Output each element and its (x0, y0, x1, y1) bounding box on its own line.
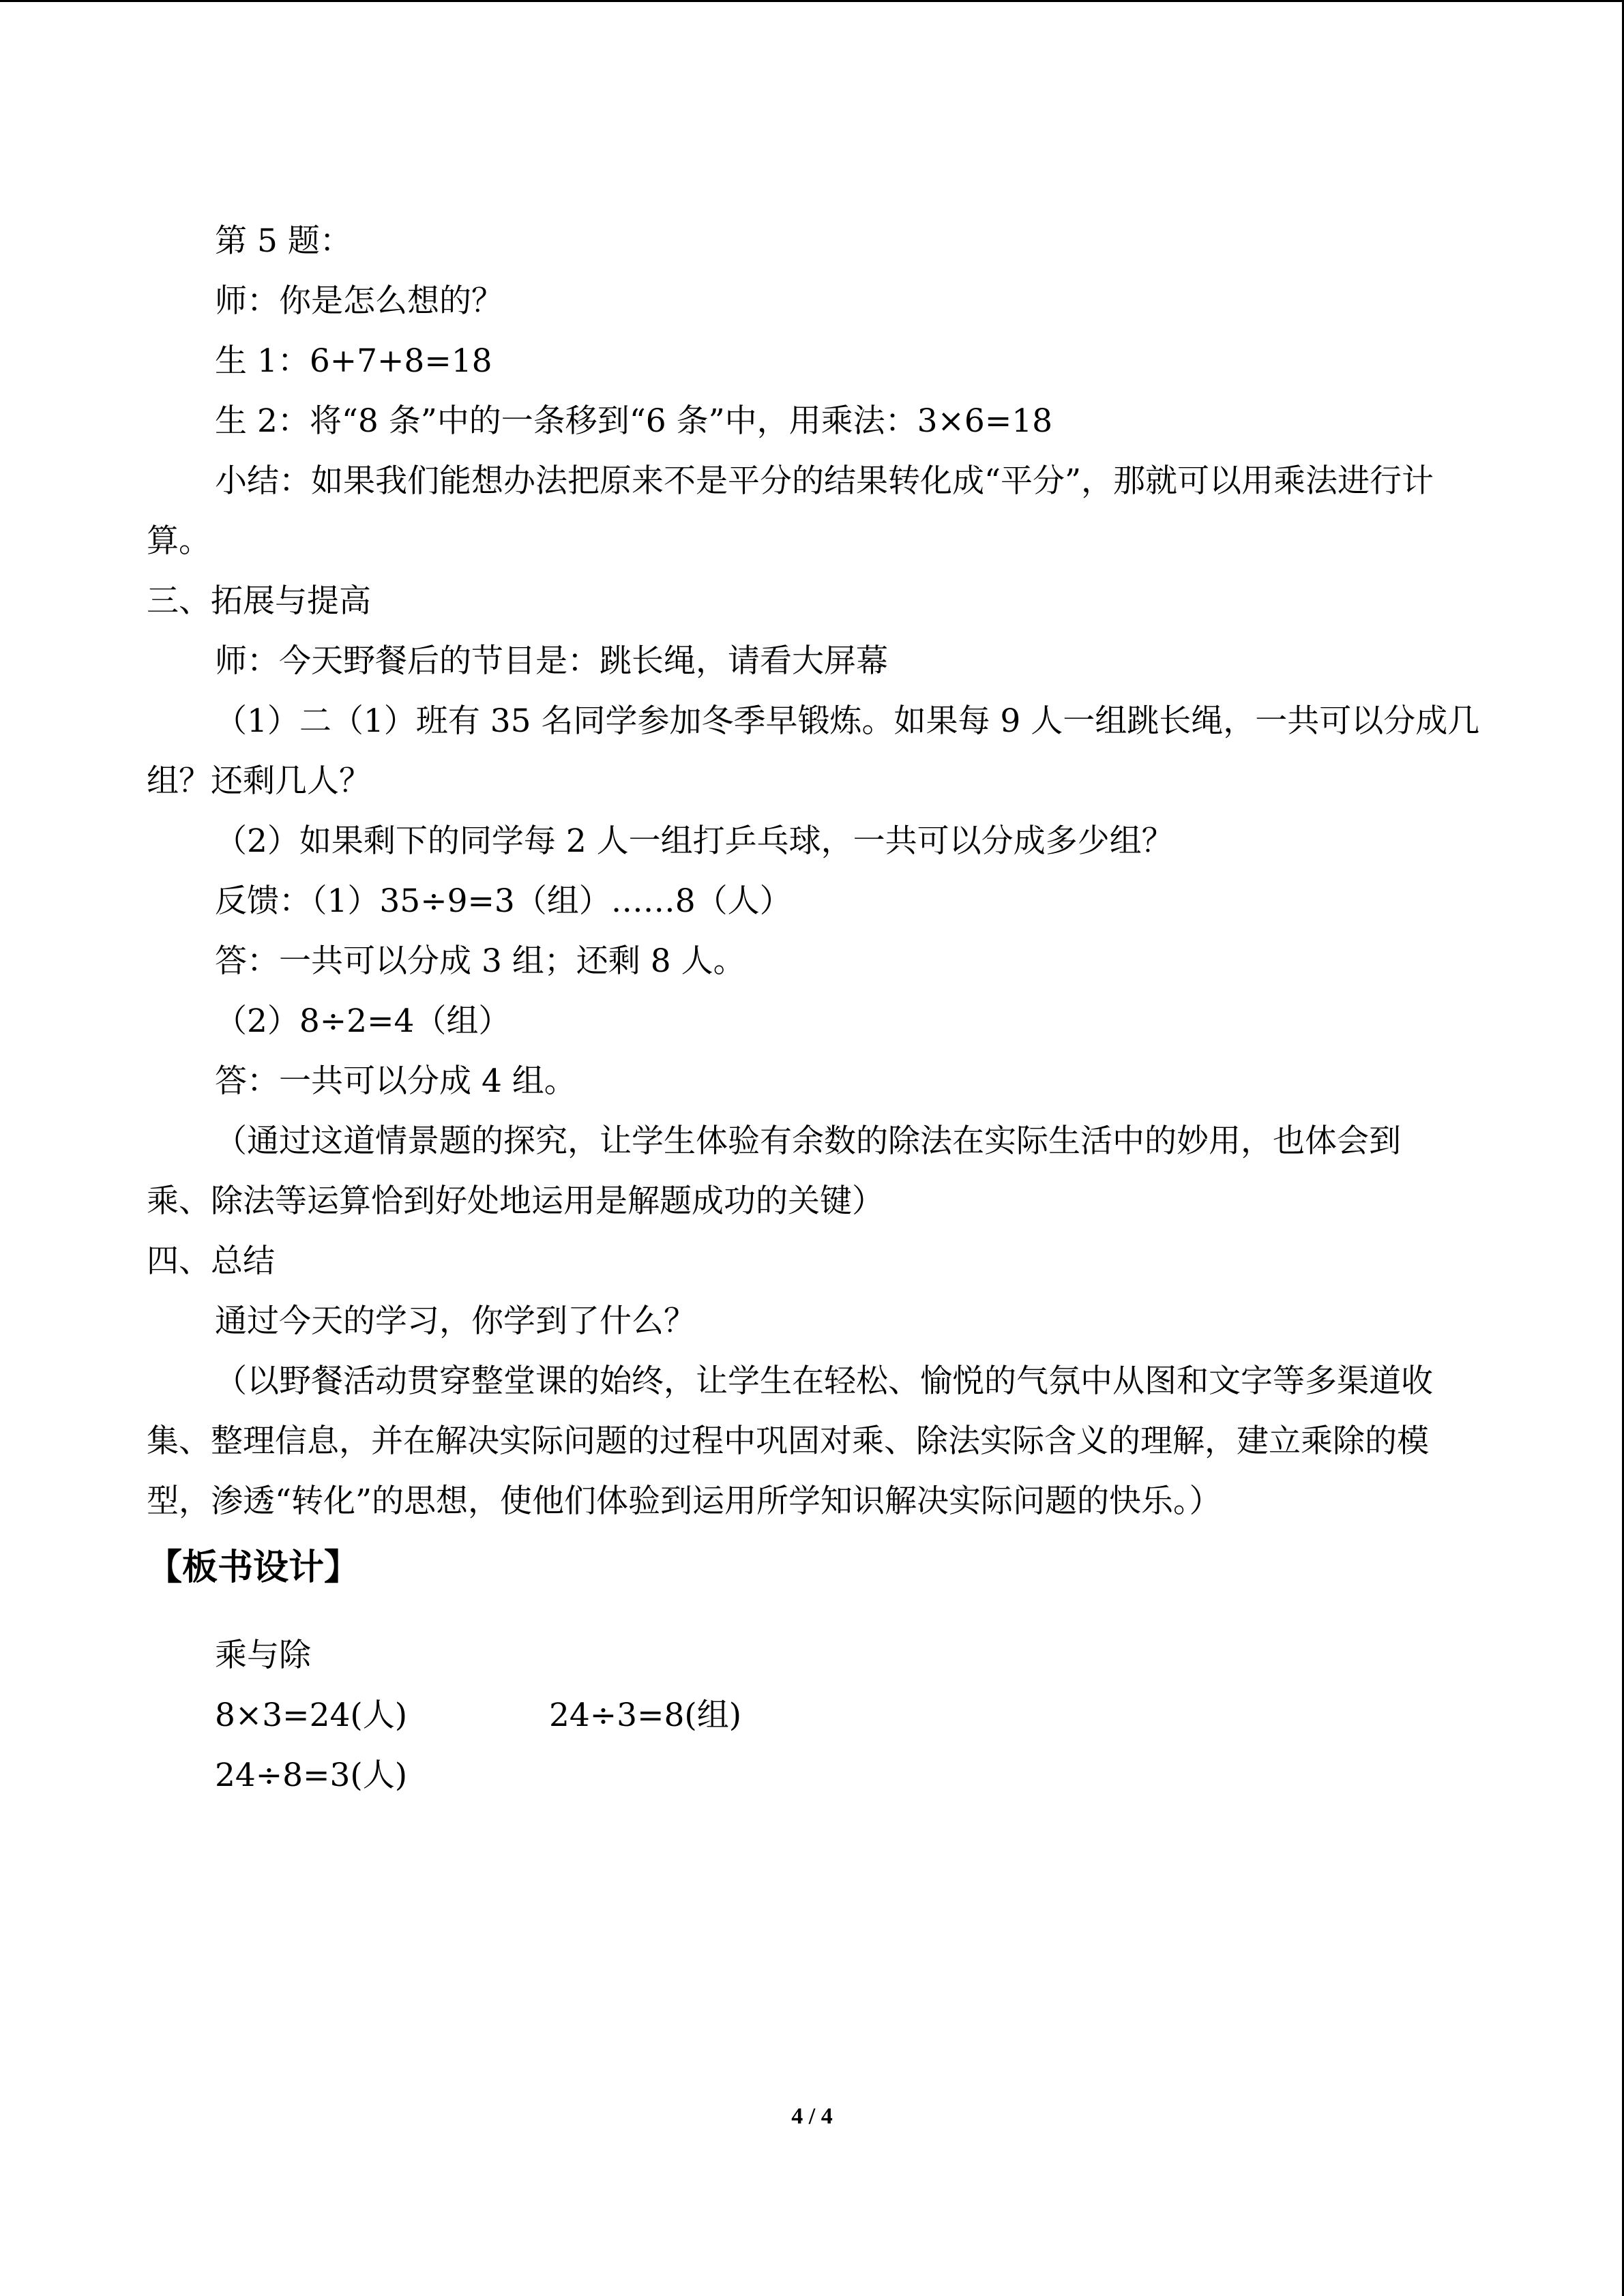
question-2: （2）如果剩下的同学每 2 人一组打乒乓球，一共可以分成多少组？ (215, 822, 1174, 860)
board-design-title: 乘与除 (215, 1637, 311, 1674)
student-2-answer: 生 2：将“8 条”中的一条移到“6 条”中，用乘法：3×6=18 (215, 402, 1053, 440)
feedback-1: 反馈：（1）35÷9=3（组）……8（人） (215, 882, 792, 920)
question-1-line-1: （1）二（1）班有 35 名同学参加冬季早锻炼。如果每 9 人一组跳长绳，一共可以分成几 (215, 702, 1480, 740)
feedback-2: （2）8÷2=4（组） (215, 1002, 511, 1040)
answer-2: 答：一共可以分成 4 组。 (215, 1062, 576, 1100)
board-formula-1: 8×3=24(人) (215, 1697, 408, 1734)
board-formula-2: 24÷3=8(组) (549, 1697, 742, 1734)
summary-question: 通过今天的学习，你学到了什么？ (215, 1302, 696, 1340)
teacher-question: 师：你是怎么想的？ (215, 282, 503, 320)
note-line-1: （通过这道情景题的探究，让学生体验有余数的除法在实际生活中的妙用，也体会到 (215, 1122, 1401, 1160)
summary-line-2: 算。 (147, 522, 211, 560)
summary-line-1: 小结：如果我们能想办法把原来不是平分的结果转化成“平分”，那就可以用乘法进行计 (215, 462, 1434, 500)
question-1-line-2: 组？还剩几人？ (147, 762, 371, 800)
closing-note-line-2: 集、整理信息，并在解决实际问题的过程中巩固对乘、除法实际含义的理解，建立乘除的模 (147, 1422, 1429, 1460)
board-formula-row (147, 1686, 1483, 1746)
spacer (147, 1605, 1483, 1626)
answer-1: 答：一共可以分成 3 组；还剩 8 人。 (215, 942, 745, 980)
board-design-heading: 【板书设计】 (147, 1547, 360, 1588)
problem-5-label: 第 5 题： (215, 222, 352, 260)
section-3-heading: 三、拓展与提高 (147, 582, 371, 620)
closing-note-line-3: 型，渗透“转化”的思想，使他们体验到运用所学知识解决实际问题的快乐。） (147, 1482, 1222, 1520)
document-body (147, 211, 1483, 1806)
board-formula-3: 24÷8=3(人) (215, 1757, 408, 1794)
closing-note-line-1: （以野餐活动贯穿整堂课的始终，让学生在轻松、愉悦的气氛中从图和文字等多渠道收 (215, 1362, 1433, 1400)
page-number: 4 / 4 (791, 2104, 833, 2129)
student-1-answer: 生 1：6+7+8=18 (215, 342, 492, 380)
teacher-intro: 师：今天野餐后的节目是：跳长绳，请看大屏幕 (215, 642, 888, 680)
note-line-2: 乘、除法等运算恰到好处地运用是解题成功的关键） (147, 1182, 884, 1220)
section-4-heading: 四、总结 (147, 1242, 275, 1280)
